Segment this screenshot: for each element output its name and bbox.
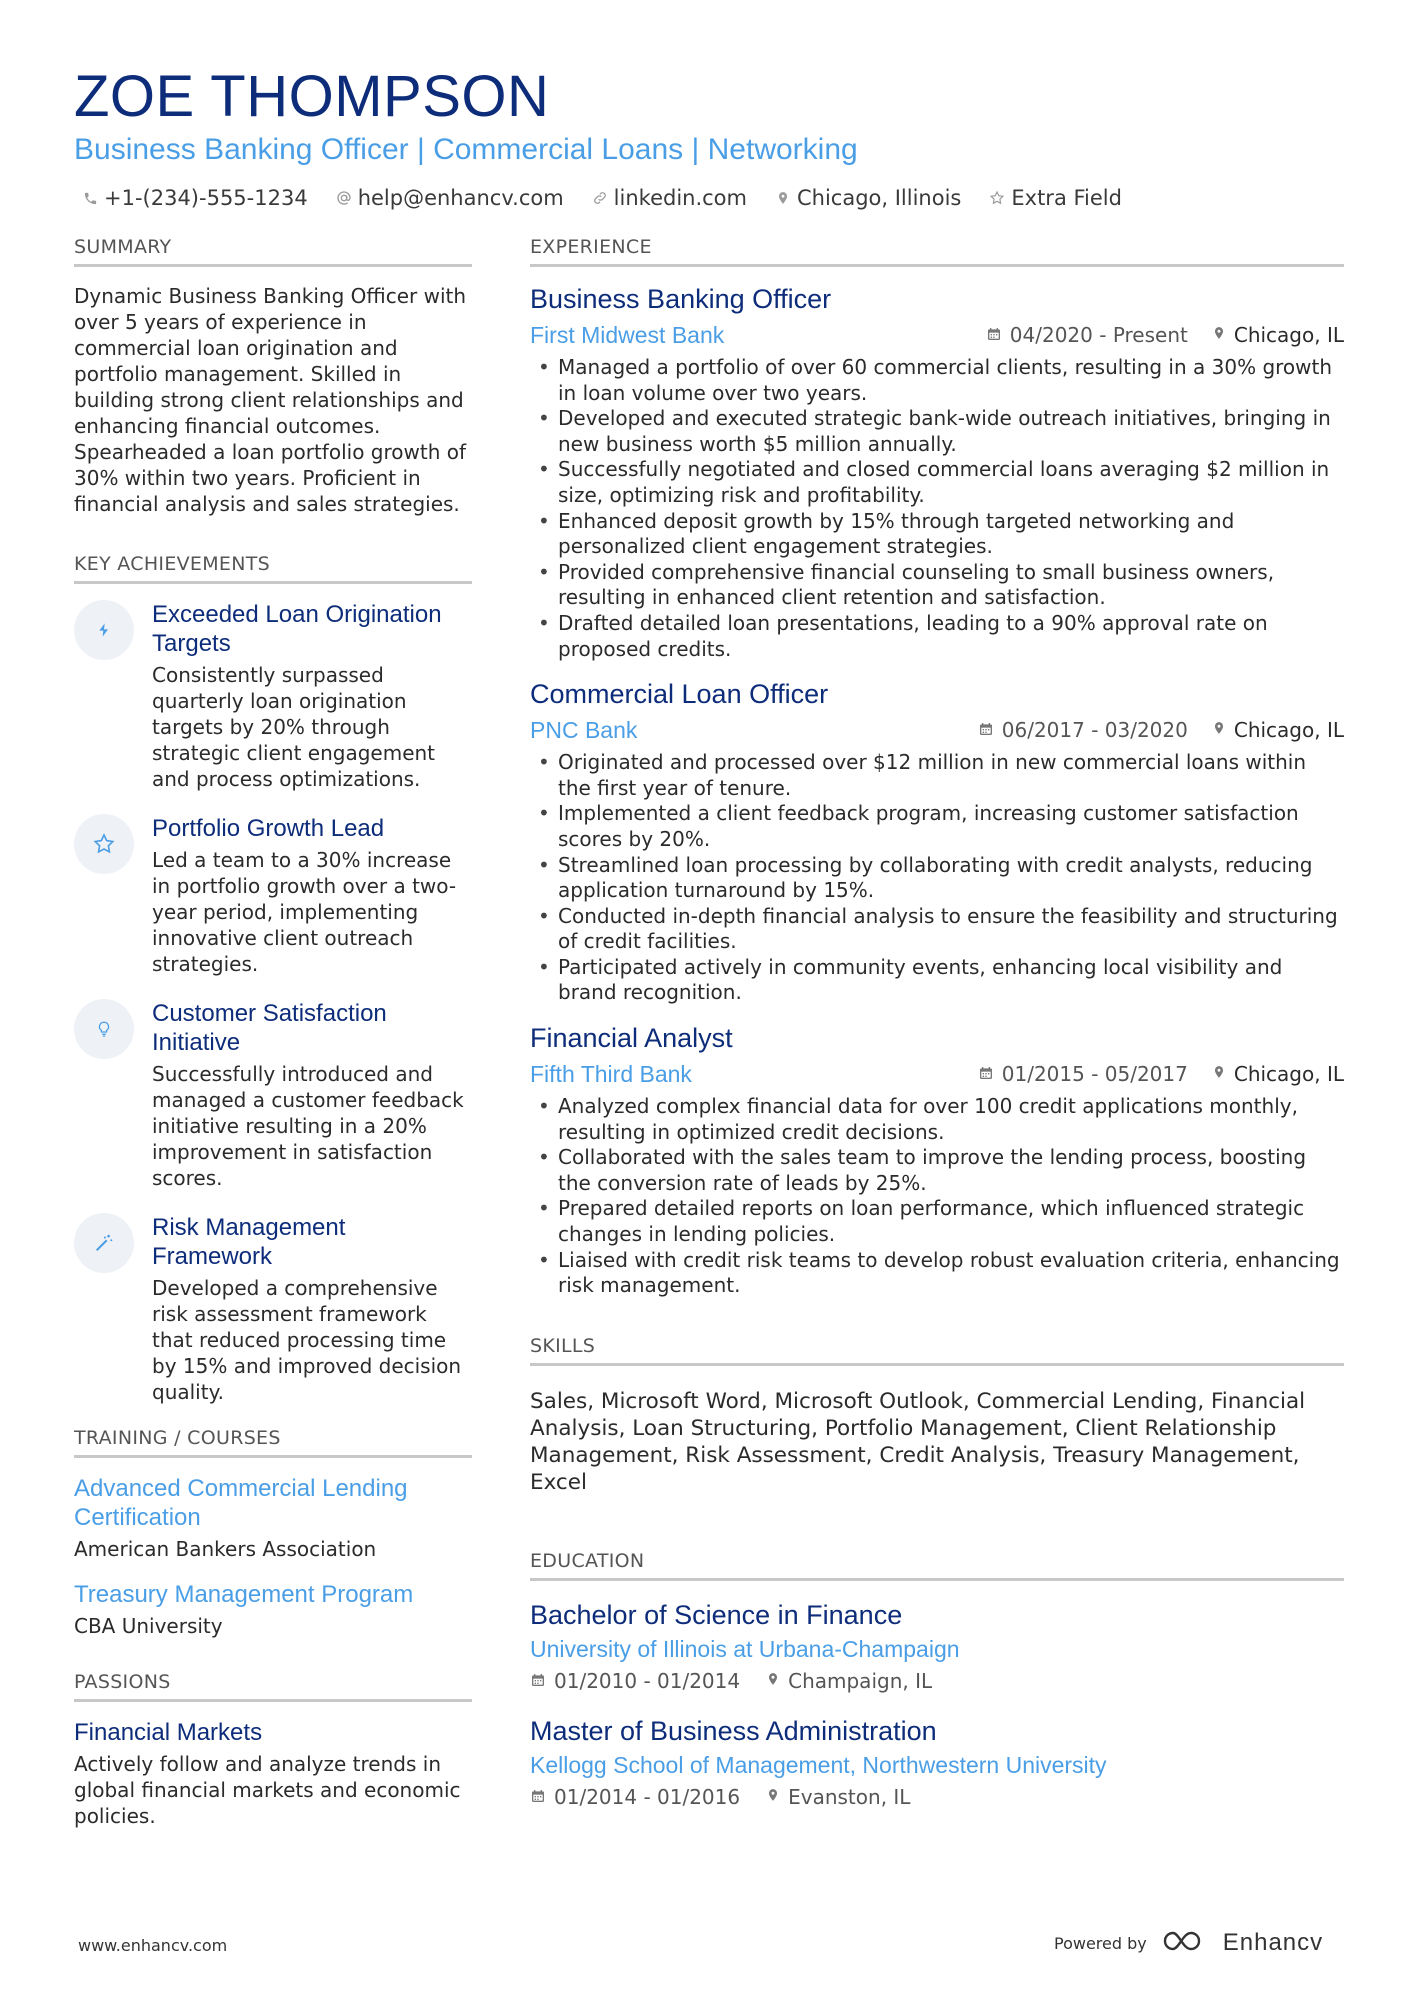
- job-bullets: [530, 1094, 1344, 1299]
- calendar-icon: [530, 1669, 546, 1693]
- education-item: [530, 1713, 1344, 1809]
- achievement-title: Customer Satisfaction Initiative: [152, 1000, 387, 1056]
- job-entry: [530, 676, 1344, 1006]
- candidate-name: ZOE THOMPSON: [74, 64, 550, 129]
- course-title: Advanced Commercial Lending Certification: [74, 1475, 408, 1531]
- location-icon: [1212, 323, 1226, 347]
- achievements-section: [74, 553, 472, 1405]
- location-icon: [766, 1785, 780, 1809]
- calendar-icon: [530, 1785, 546, 1809]
- skills-text: Sales, Microsoft Word, Microsoft Outlook, Commercial Lending, Financial Analysis, Loan Structuring, Portfolio Management, Client Relationship Management, Risk Assessment, Credit Analysis, Treasury Management, Excel: [530, 1388, 1306, 1495]
- extra-field-text: Extra Field: [1011, 186, 1122, 210]
- section-title: KEY ACHIEVEMENTS: [74, 553, 472, 584]
- course-org: CBA University: [74, 1614, 223, 1638]
- job-entry: [530, 281, 1344, 662]
- section-title: TRAINING / COURSES: [74, 1427, 472, 1458]
- email-text: help@enhancv.com: [357, 186, 564, 210]
- job-dates: 06/2017 - 03/2020: [1001, 718, 1188, 743]
- contact-location: [775, 186, 961, 210]
- achievement-item: [74, 814, 472, 977]
- lightning-icon: [74, 600, 134, 660]
- location-icon: [775, 190, 791, 206]
- job-location: Chicago, IL: [1233, 1062, 1344, 1087]
- linkedin-text: linkedin.com: [613, 186, 747, 210]
- at-icon: [336, 190, 352, 206]
- job-title: Commercial Loan Officer: [530, 679, 829, 710]
- passion-item: [74, 1718, 472, 1829]
- powered-by-text: Powered by: [1054, 1933, 1147, 1953]
- achievement-desc: Consistently surpassed quarterly loan origination targets by 20% through strategic client engagement and process optimizations.: [152, 663, 436, 791]
- location-icon: [1212, 1062, 1226, 1086]
- passions-section: [74, 1671, 472, 1829]
- bullet-item: • Participated actively in community events, enhancing local visibility and brand recognition.: [530, 955, 1344, 1006]
- achievement-title: Risk Management Framework: [152, 1214, 346, 1270]
- achievement-item: [74, 1213, 472, 1405]
- education-section: [530, 1550, 1344, 1809]
- bullet-item: • Successfully negotiated and closed commercial loans averaging $2 million in size, optimizing risk and profitability.: [530, 457, 1344, 508]
- contact-extra: [989, 186, 1122, 210]
- bullet-item: • Drafted detailed loan presentations, leading to a 90% approval rate on proposed credits.: [530, 611, 1344, 662]
- footer-website[interactable]: www.enhancv.com: [78, 1936, 228, 1955]
- course-title: Treasury Management Program: [74, 1581, 414, 1608]
- edu-location: Evanston, IL: [788, 1784, 911, 1809]
- calendar-icon: [978, 718, 994, 742]
- achievement-title: Exceeded Loan Origination Targets: [152, 601, 442, 657]
- passion-title: Financial Markets: [74, 1719, 263, 1746]
- bullet-item: • Managed a portfolio of over 60 commercial clients, resulting in a 30% growth in loan volume over two years.: [530, 355, 1344, 406]
- bullet-item: • Enhanced deposit growth by 15% through targeted networking and personalized client engagement strategies.: [530, 509, 1344, 560]
- summary-section: [74, 236, 472, 517]
- resume-header: [74, 62, 1344, 210]
- bullet-item: • Implemented a client feedback program, increasing customer satisfaction scores by 20%.: [530, 801, 1344, 852]
- calendar-icon: [986, 323, 1002, 347]
- section-title: EXPERIENCE: [530, 236, 1344, 267]
- company-name: PNC Bank: [530, 717, 638, 744]
- calendar-icon: [978, 1062, 994, 1086]
- job-location: Chicago, IL: [1233, 323, 1344, 347]
- bullet-item: • Developed and executed strategic bank-wide outreach initiatives, bringing in new business worth $5 million annually.: [530, 406, 1344, 457]
- link-icon: [592, 190, 608, 206]
- magic-wand-icon: [74, 1213, 134, 1273]
- company-name: Fifth Third Bank: [530, 1061, 692, 1088]
- job-location: Chicago, IL: [1233, 718, 1344, 743]
- degree-title: Master of Business Administration: [530, 1715, 937, 1746]
- phone-icon: [82, 190, 98, 206]
- bullet-item: • Prepared detailed reports on loan performance, which influenced strategic changes in lending policies.: [530, 1196, 1344, 1247]
- training-section: [74, 1427, 472, 1639]
- brand-name: Enhancv: [1222, 1929, 1324, 1956]
- location-icon: [1212, 718, 1226, 742]
- job-entry: [530, 1020, 1344, 1299]
- headline: Business Banking Officer | Commercial Loans | Networking: [74, 133, 858, 166]
- footer-branding: [1054, 1928, 1323, 1958]
- school-name: University of Illinois at Urbana-Champaign: [530, 1635, 960, 1662]
- bullet-item: • Liaised with credit risk teams to develop robust evaluation criteria, enhancing risk management.: [530, 1248, 1344, 1299]
- course-item: [74, 1580, 472, 1639]
- edu-dates: 01/2010 - 01/2014: [554, 1668, 741, 1693]
- skills-section: [530, 1335, 1344, 1496]
- star-icon: [74, 814, 134, 874]
- bullet-item: • Conducted in-depth financial analysis to ensure the feasibility and structuring of credit facilities.: [530, 904, 1344, 955]
- job-dates: 04/2020 - Present: [1009, 323, 1188, 347]
- contact-bar: [74, 186, 1344, 210]
- achievement-desc: Successfully introduced and managed a customer feedback initiative resulting in a 20% improvement in satisfaction scores.: [152, 1062, 464, 1190]
- lightbulb-icon: [74, 999, 134, 1059]
- location-icon: [766, 1669, 780, 1693]
- job-bullets: [530, 355, 1344, 662]
- school-name: Kellogg School of Management, Northwestern University: [530, 1751, 1107, 1778]
- location-text: Chicago, Illinois: [796, 186, 962, 210]
- passion-desc: Actively follow and analyze trends in global financial markets and economic policies.: [74, 1752, 461, 1828]
- achievement-desc: Led a team to a 30% increase in portfolio growth over a two-year period, implementing innovative client outreach strategies.: [152, 848, 457, 976]
- job-title: Business Banking Officer: [530, 284, 832, 314]
- enhancv-logo-icon: [1161, 1928, 1209, 1958]
- bullet-item: • Collaborated with the sales team to improve the lending process, boosting the conversion rate of leads by 25%.: [530, 1145, 1344, 1196]
- bullet-item: • Analyzed complex financial data for over 100 credit applications monthly, resulting in optimized credit decisions.: [530, 1094, 1344, 1145]
- contact-phone[interactable]: [82, 186, 308, 210]
- section-title: SUMMARY: [74, 236, 472, 267]
- section-title: EDUCATION: [530, 1550, 1344, 1581]
- edu-location: Champaign, IL: [788, 1668, 933, 1693]
- contact-email[interactable]: [336, 186, 564, 210]
- degree-title: Bachelor of Science in Finance: [530, 1599, 903, 1630]
- course-item: [74, 1474, 472, 1562]
- achievement-desc: Developed a comprehensive risk assessment framework that reduced processing time by 15% and improved decision quality.: [152, 1276, 462, 1404]
- education-item: [530, 1597, 1344, 1693]
- bullet-item: • Originated and processed over $12 million in new commercial loans within the first year of tenure.: [530, 750, 1344, 801]
- summary-text: Dynamic Business Banking Officer with over 5 years of experience in commercial loan origination and portfolio management. Skilled in building strong client relationships and enhancing financial outcomes. Spearheaded a loan portfolio growth of 30% within two years. Proficient in financial analysis and sales strategies.: [74, 284, 467, 516]
- achievement-title: Portfolio Growth Lead: [152, 815, 385, 842]
- achievement-item: [74, 600, 472, 792]
- contact-linkedin[interactable]: [592, 186, 747, 210]
- achievement-item: [74, 999, 472, 1191]
- edu-dates: 01/2014 - 01/2016: [554, 1784, 741, 1809]
- star-icon: [989, 190, 1005, 206]
- left-column: [74, 236, 472, 1829]
- job-bullets: [530, 750, 1344, 1006]
- right-column: [530, 236, 1344, 1829]
- course-org: American Bankers Association: [74, 1537, 377, 1561]
- bullet-item: • Provided comprehensive financial counseling to small business owners, resulting in enhanced client retention and satisfaction.: [530, 560, 1344, 611]
- company-name: First Midwest Bank: [530, 322, 725, 348]
- section-title: SKILLS: [530, 1335, 1344, 1366]
- experience-section: [530, 236, 1344, 1299]
- job-title: Financial Analyst: [530, 1023, 733, 1054]
- section-title: PASSIONS: [74, 1671, 472, 1702]
- phone-text: +1-(234)-555-1234: [104, 186, 308, 210]
- bullet-item: • Streamlined loan processing by collaborating with credit analysts, reducing application turnaround by 15%.: [530, 853, 1344, 904]
- job-dates: 01/2015 - 05/2017: [1001, 1062, 1188, 1087]
